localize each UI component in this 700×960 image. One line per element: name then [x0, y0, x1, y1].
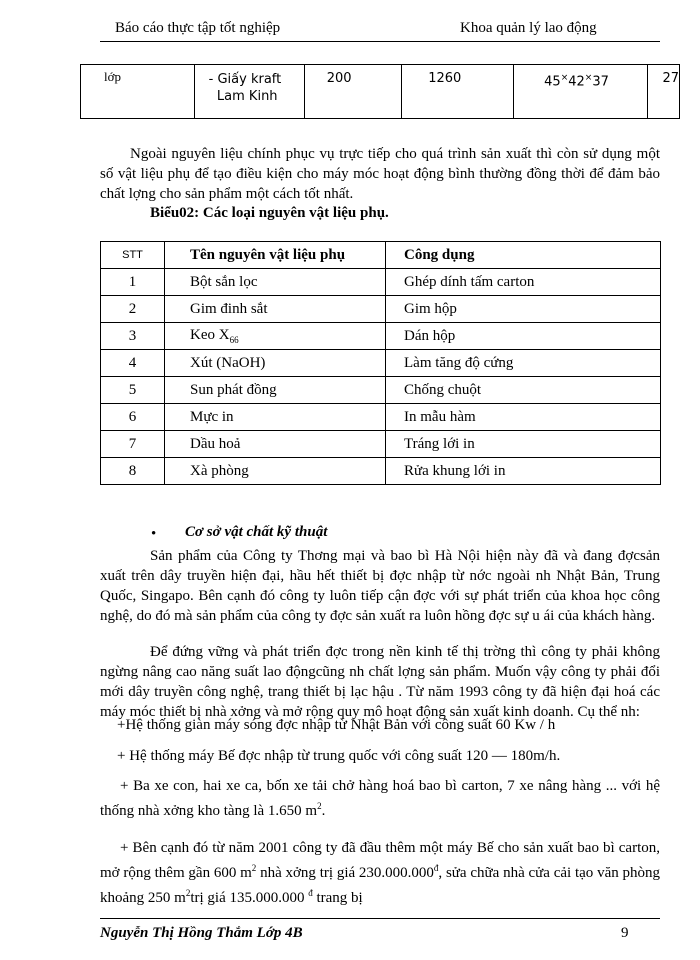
table-row [101, 431, 661, 458]
body-paragraph: + Bên cạnh đó từ năm 2001 công ty đã đầu thêm một máy Bế cho sản xuất bao bì carton, mở rộng thêm gần 600 $m^2$ nhà xởng trị giá $230.000.000^đ$, sửa chữa nhà cửa cải tạo văn phòng khoảng 250 $m^2trị$ giá 135.000.000 $^đ$ trang bị [100, 840, 661, 906]
table-cell: Chống chuột [386, 377, 661, 404]
table-cell: Rửa khung lới in [386, 458, 661, 485]
table-cell: Keo $X_{66}$ [165, 323, 386, 350]
table-cell: 27 [648, 65, 680, 119]
body-paragraph: Để đứng vững và phát triển đợc trong nền kinh tế thị trờng thì công ty phải không ngừng nâng cao năng suất lao độngcũng nh chất lợng sản phẩm. Muốn vậy công ty phải đổi mới dây truyền công nghệ, trang thiết bị lạc hậu . Từ năm 1993 công ty đã hiện đại hoá các máy móc thiết bị nhà xởng và mở rộng quy mô hoạt động sản xuất kinh doanh. Cụ thể nh: [100, 644, 660, 720]
table-cell: Gim hộp [386, 296, 661, 323]
table-cell-dimensions: 45×42×37 [514, 65, 648, 119]
table-row [101, 296, 661, 323]
auxiliary-materials-table [100, 241, 661, 485]
table-header-row [101, 242, 661, 269]
table-row [101, 377, 661, 404]
equipment-item: +Hệ thống giàn máy sóng đợc nhập từ Nhật Bản với công suất 60 Kw / h [117, 717, 556, 733]
table-row [101, 404, 661, 431]
table-cell: 2 [101, 296, 165, 323]
table-cell: In mẫu hàm [386, 404, 661, 431]
table-cell: Mực in [165, 404, 386, 431]
table-cell: Dầu hoả [165, 431, 386, 458]
table-cell: Sun phát đồng [165, 377, 386, 404]
page-number: 9 [621, 925, 629, 941]
intro-paragraph: Ngoài nguyên liệu chính phục vụ trực tiếp cho quá trình sản xuất thì còn sử dụng một số vật liệu phụ để tạo điều kiện cho máy móc hoạt động bình thường đồng thời để đảm bảo chất lợng cho sản phẩm một cách tốt nhất. [100, 146, 660, 202]
header-divider [100, 41, 660, 42]
column-header-usage: Công dụng [386, 242, 661, 269]
table-row [101, 323, 661, 350]
table-cell: - Giấy kraft Lam Kinh [194, 65, 304, 119]
table-row [101, 458, 661, 485]
table-cell: 7 [101, 431, 165, 458]
table-cell: 1 [101, 269, 165, 296]
table-row [81, 65, 680, 119]
column-header-stt: STT [101, 242, 165, 269]
equipment-item: + Hệ thống máy Bế đợc nhập từ trung quốc với công suất 120 — 180m/h. [117, 748, 561, 764]
table-cell: Ghép dính tấm carton [386, 269, 661, 296]
table-cell: Xà phòng [165, 458, 386, 485]
table-cell: Xút (NaOH) [165, 350, 386, 377]
material-continuation-table [80, 64, 680, 119]
table-cell: 4 [101, 350, 165, 377]
table-cell: 6 [101, 404, 165, 431]
table-row [101, 350, 661, 377]
table-cell: Tráng lới in [386, 431, 661, 458]
table-cell: 200 [304, 65, 401, 119]
section-heading: Cơ sở vật chất kỹ thuật [185, 524, 328, 540]
table-row [101, 269, 661, 296]
table-cell: Gim đinh sắt [165, 296, 386, 323]
table-cell: 5 [101, 377, 165, 404]
equipment-item: + Ba xe con, hai xe ca, bốn xe tải chở hàng hoá bao bì carton, 7 xe nâng hàng ... với hệ thống nhà xởng kho tàng là 1.650 $m^2$. [100, 778, 660, 819]
bullet-icon: • [151, 526, 157, 542]
column-header-material: Tên nguyên vật liệu phụ [165, 242, 386, 269]
body-paragraph: Sản phẩm của Công ty Thơng mại và bao bì Hà Nội hiện này đã và đang đợcsản xuất trên dây truyền hiện đại, hầu hết thiết bị đợc nhập từ nớc ngoài nh Nhật Bản, Trung Quốc, Singapo. Bên cạnh đó công ty luôn tiếp cận đợc với sự phát triển của khoa học công nghệ, do đó mà sản phẩm của công ty đợc sản xuất ra luôn hồng đợc sự u ái của khách hàng. [100, 548, 660, 624]
footer-divider [100, 918, 660, 919]
footer-author: Nguyễn Thị Hồng Thắm Lớp 4B [100, 925, 303, 941]
table-cell: 8 [101, 458, 165, 485]
table-cell: Làm tăng độ cứng [386, 350, 661, 377]
table-cell: Dán hộp [386, 323, 661, 350]
table-cell: 3 [101, 323, 165, 350]
table-cell: 1260 [402, 65, 514, 119]
table-cell: Bột sắn lọc [165, 269, 386, 296]
table-cell: lớp [81, 65, 195, 119]
table-title: Biểu02: Các loại nguyên vật liệu phụ. [150, 205, 389, 221]
header-department: Khoa quản lý lao động [460, 20, 597, 36]
header-title: Báo cáo thực tập tốt nghiệp [115, 20, 281, 36]
